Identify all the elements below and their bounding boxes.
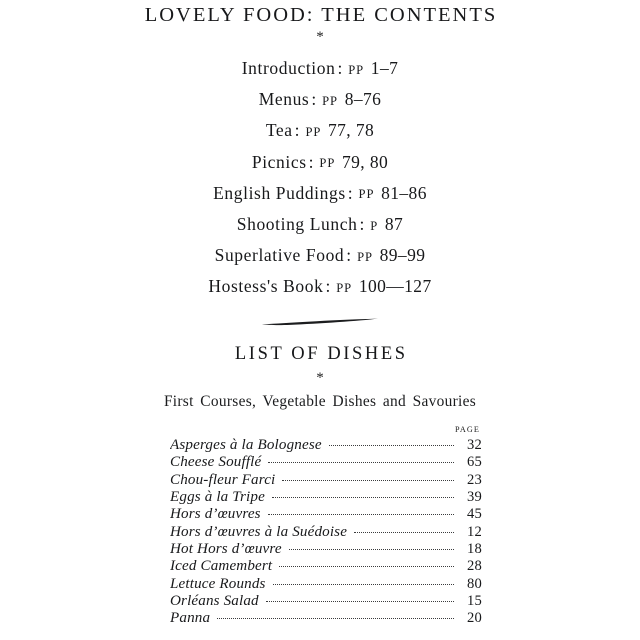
contents-entry[interactable] [0, 210, 640, 241]
contents-list [0, 54, 640, 304]
dish-name: Eggs à la Tripe [170, 489, 265, 506]
dish-name: Lettuce Rounds [170, 575, 266, 592]
dish-list-item[interactable] [170, 541, 482, 558]
dish-page-number: 12 [467, 523, 482, 540]
subheading-categories: First Courses, Vegetable Dishes and Savouries [163, 393, 477, 410]
dish-name: Asperges à la Bolognese [170, 437, 322, 453]
contents-entry[interactable] [0, 116, 640, 147]
dish-list-item[interactable] [170, 576, 482, 593]
contents-entry[interactable] [0, 148, 640, 179]
dish-name: Hors d’œuvres [170, 506, 261, 523]
dish-page-number: 45 [467, 506, 482, 523]
dish-page-number: 39 [467, 489, 482, 506]
section-heading-list-of-dishes: LIST OF DISHES [234, 344, 408, 364]
contents-entry-separator: : [294, 120, 300, 141]
dish-name: Iced Camembert [170, 558, 273, 575]
contents-entry-pages-label: P [370, 218, 379, 233]
dotted-leader [272, 497, 454, 498]
dotted-leader [268, 462, 454, 463]
dotted-leader [282, 480, 454, 481]
contents-entry-pages: 79, 80 [341, 151, 389, 172]
page-title: LOVELY FOOD: THE CONTENTS [144, 4, 498, 26]
dish-index-list [170, 437, 482, 628]
contents-entry[interactable] [0, 241, 640, 272]
dish-page-number: 32 [467, 437, 482, 453]
dish-name: Hors d’œuvres à la Suédoise [170, 523, 348, 540]
dish-page-number: 65 [467, 454, 482, 471]
contents-entry-section: Tea [265, 120, 293, 141]
dish-list-item[interactable] [170, 593, 482, 610]
contents-entry-pages-label: PP [348, 62, 365, 77]
dish-page-number: 18 [467, 541, 482, 558]
contents-entry-section: Introduction [241, 58, 336, 78]
contents-entry-pages: 1–7 [370, 58, 399, 78]
ornament-asterisk-contents: * [316, 29, 324, 45]
contents-entry-pages: 77, 78 [328, 120, 375, 141]
dotted-leader [217, 618, 454, 619]
contents-entry-pages: 87 [384, 214, 404, 235]
contents-entry[interactable] [0, 272, 640, 303]
dish-list-item[interactable] [170, 437, 482, 454]
dish-name: Chou-fleur Farci [170, 471, 276, 488]
dish-name: Hot Hors d’œuvre [170, 541, 282, 558]
contents-entry-separator: : [347, 182, 353, 203]
contents-entry-separator: : [308, 151, 314, 172]
contents-entry-pages-label: PP [305, 124, 322, 139]
dish-list-item[interactable] [170, 472, 482, 489]
contents-entry-section: Menus [258, 89, 310, 110]
dish-page-number: 20 [467, 610, 482, 627]
contents-entry-separator: : [337, 58, 343, 78]
contents-entry-separator: : [359, 214, 365, 235]
dish-list-item[interactable] [170, 506, 482, 523]
dish-page-number: 28 [467, 558, 482, 575]
dish-name: Panna [170, 610, 211, 627]
dish-name: Cheese Soufflé [170, 454, 262, 471]
dotted-leader [354, 532, 454, 533]
dish-list-item[interactable] [170, 489, 482, 506]
dish-list-item[interactable] [170, 610, 482, 627]
contents-entry-pages-label: PP [322, 93, 338, 108]
contents-entry-pages-label: PP [357, 249, 373, 264]
decorative-rule [0, 318, 640, 330]
contents-entry-section: English Puddings [213, 182, 346, 203]
dotted-leader [279, 566, 454, 567]
contents-entry-pages-label: PP [336, 280, 353, 295]
contents-entry-pages: 100—127 [358, 276, 432, 297]
dish-page-number: 80 [467, 575, 482, 592]
contents-entry-separator: : [325, 276, 331, 297]
dotted-leader [273, 584, 454, 585]
contents-entry-section: Superlative Food [214, 245, 345, 266]
dish-page-number: 23 [467, 471, 482, 488]
dotted-leader [266, 601, 454, 602]
contents-entry[interactable] [0, 179, 640, 210]
dotted-leader [268, 514, 454, 515]
dotted-leader [289, 549, 454, 550]
page-column-header: PAGE [454, 425, 480, 434]
dish-list-item[interactable] [170, 524, 482, 541]
contents-entry-pages-label: PP [358, 187, 375, 202]
dish-list-item[interactable] [170, 454, 482, 471]
contents-entry-pages: 81–86 [381, 182, 427, 203]
dish-list-item[interactable] [170, 558, 482, 575]
contents-entry-separator: : [346, 245, 352, 266]
dish-name: Orléans Salad [170, 593, 259, 610]
contents-entry[interactable] [0, 54, 640, 85]
contents-entry-pages: 89–99 [379, 245, 426, 266]
contents-entry-pages-label: PP [319, 156, 336, 171]
contents-entry-section: Shooting Lunch [236, 214, 358, 235]
contents-entry-separator: : [311, 89, 317, 110]
contents-entry-pages: 8–76 [344, 89, 382, 110]
contents-entry-section: Hostess's Book [208, 276, 324, 297]
ornament-asterisk-dishes: * [316, 370, 324, 386]
contents-entry[interactable] [0, 85, 640, 116]
dotted-leader [329, 445, 454, 446]
dish-page-number: 15 [467, 593, 482, 610]
contents-entry-section: Picnics [251, 151, 307, 172]
